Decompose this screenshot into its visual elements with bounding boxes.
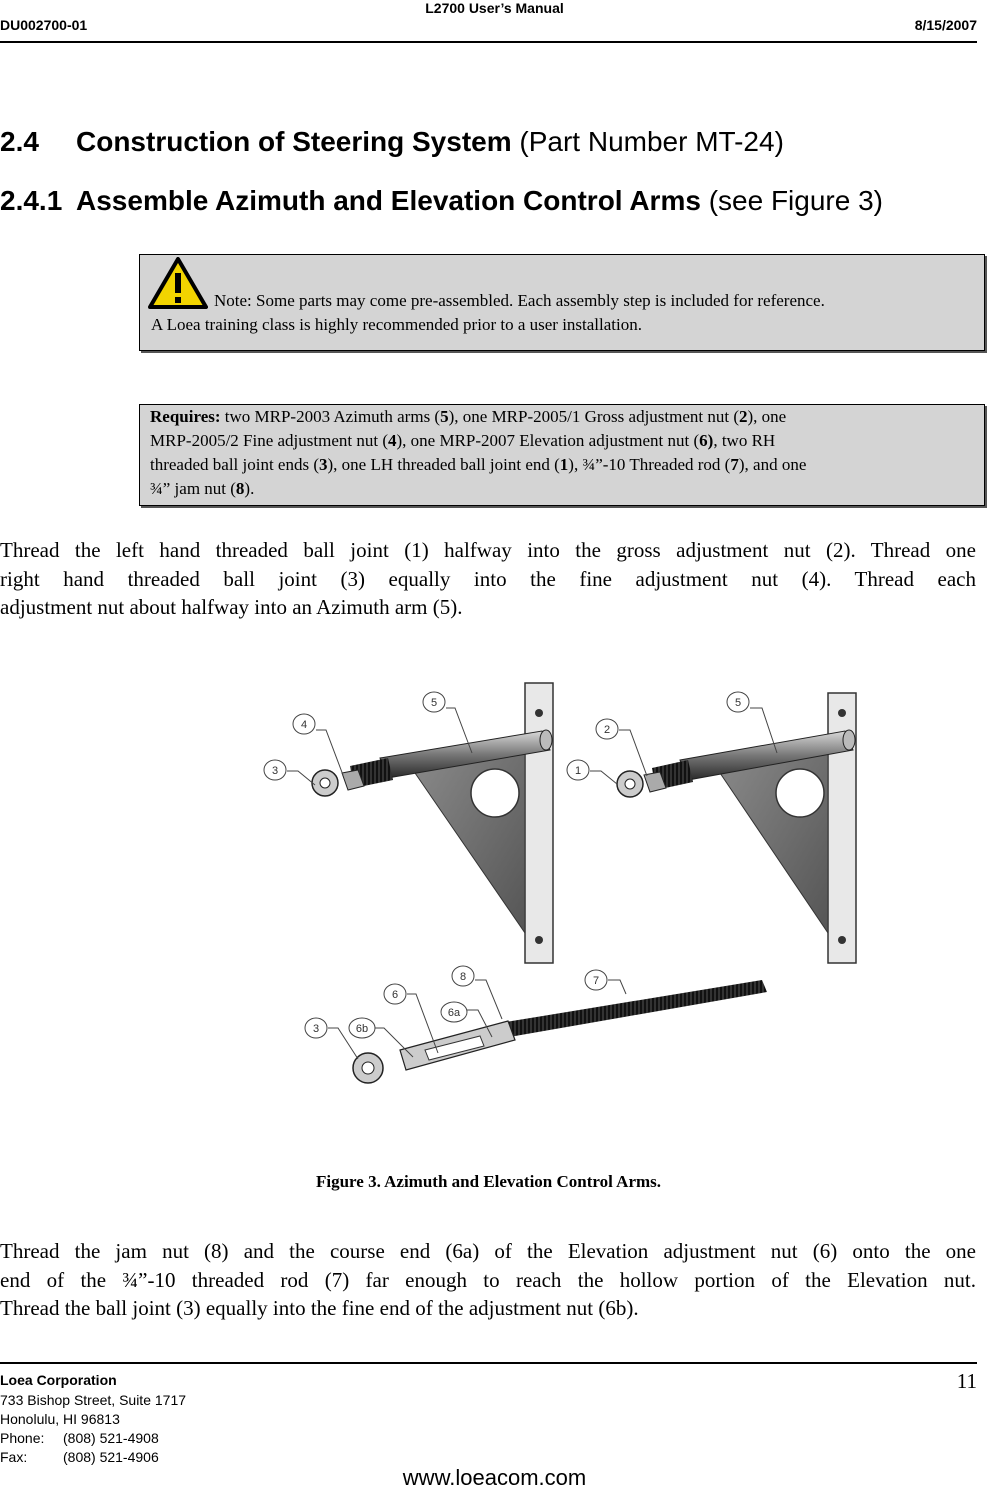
elevation-arm-assembly xyxy=(353,980,767,1083)
subsection-number: 2.4.1 xyxy=(0,185,63,216)
section-title: Construction of Steering System xyxy=(76,126,512,157)
instruction-paragraph-1 xyxy=(0,536,976,622)
callout-label: 8 xyxy=(459,971,467,983)
requires-label: Requires: xyxy=(150,407,221,426)
page-number: 11 xyxy=(956,1369,977,1393)
azimuth-arm-assembly-left xyxy=(312,683,553,963)
section-number: 2.4 xyxy=(0,126,39,157)
warning-icon xyxy=(148,257,208,309)
paragraph-line: Thread the jam nut (8) and the course end (6a) of the Elevation adjustment nut (6) onto the one xyxy=(0,1239,976,1263)
footer-rule xyxy=(0,1362,977,1364)
requires-line-1: Requires: two MRP-2003 Azimuth arms (5), one MRP-2005/1 Gross adjustment nut (2), one xyxy=(150,407,787,426)
paragraph-line: Thread the ball joint (3) equally into the fine end of the adjustment nut (6b). xyxy=(0,1296,639,1320)
subsection-title: Assemble Azimuth and Elevation Control Arms xyxy=(76,185,701,216)
footer-address-2: Honolulu, HI 96813 xyxy=(0,1411,120,1427)
azimuth-arm-assembly-right xyxy=(617,693,856,963)
figure-caption: Figure 3. Azimuth and Elevation Control Arms. xyxy=(315,1172,662,1191)
paragraph-line: Thread the left hand threaded ball joint (1) halfway into the gross adjustment nut (2). Thread one xyxy=(0,538,976,562)
requires-line-3: threaded ball joint ends (3), one LH threaded ball joint end (1), ¾”-10 Threaded rod (7), and one xyxy=(150,455,807,474)
callout-label: 2 xyxy=(603,724,611,736)
callout-label: 5 xyxy=(430,697,438,709)
callout-label: 6a xyxy=(447,1007,461,1019)
callout-label: 6b xyxy=(355,1023,369,1035)
fax-number: (808) 521-4906 xyxy=(63,1449,159,1465)
paragraph-line: right hand threaded ball joint (3) equally into the fine adjustment nut (4). Thread each xyxy=(0,566,976,591)
note-line-2: A Loea training class is highly recommended prior to a user installation. xyxy=(151,315,642,334)
subsection-figure-ref: (see Figure 3) xyxy=(708,185,883,216)
subsection-heading xyxy=(0,185,883,217)
manual-title: L2700 User’s Manual xyxy=(425,0,564,16)
mounting-plate xyxy=(525,683,553,963)
section-heading xyxy=(0,126,784,158)
callout-label: 1 xyxy=(574,765,582,777)
callout-label: 5 xyxy=(734,697,742,709)
callout-label: 6 xyxy=(391,989,399,1001)
note-line-1: Note: Some parts may come pre-assembled. Each assembly step is included for reference. xyxy=(214,291,825,310)
footer-url: www.loeacom.com xyxy=(402,1465,587,1490)
note-box xyxy=(139,254,985,351)
footer-address-1: 733 Bishop Street, Suite 1717 xyxy=(0,1392,187,1408)
phone-label: Phone: xyxy=(0,1430,45,1446)
footer-phone xyxy=(0,1430,159,1446)
section-part-number: (Part Number MT-24) xyxy=(519,126,784,157)
requires-line-4: ¾” jam nut (8). xyxy=(150,479,255,498)
callout-label: 4 xyxy=(300,719,308,731)
paragraph-line: end of the ¾”-10 threaded rod (7) far enough to reach the hollow portion of the Elevation nut. xyxy=(0,1267,976,1292)
requires-line-2: MRP-2005/2 Fine adjustment nut (4), one MRP-2007 Elevation adjustment nut (6), two RH xyxy=(150,431,776,450)
callout-label: 7 xyxy=(592,975,600,987)
callout-label: 3 xyxy=(271,765,279,777)
fax-label: Fax: xyxy=(0,1449,28,1465)
document-date: 8/15/2007 xyxy=(914,17,977,33)
phone-number: (808) 521-4908 xyxy=(63,1430,159,1446)
paragraph-line: adjustment nut about halfway into an Azimuth arm (5). xyxy=(0,595,463,619)
callout-label: 3 xyxy=(312,1023,320,1035)
document-id: DU002700-01 xyxy=(0,17,88,33)
requires-box xyxy=(139,404,985,506)
header-rule xyxy=(0,41,977,43)
footer-company: Loea Corporation xyxy=(0,1372,117,1388)
threaded-rod xyxy=(500,980,767,1038)
control-arms-figure xyxy=(260,678,870,1123)
footer-fax xyxy=(0,1449,159,1465)
instruction-paragraph-2 xyxy=(0,1237,976,1323)
